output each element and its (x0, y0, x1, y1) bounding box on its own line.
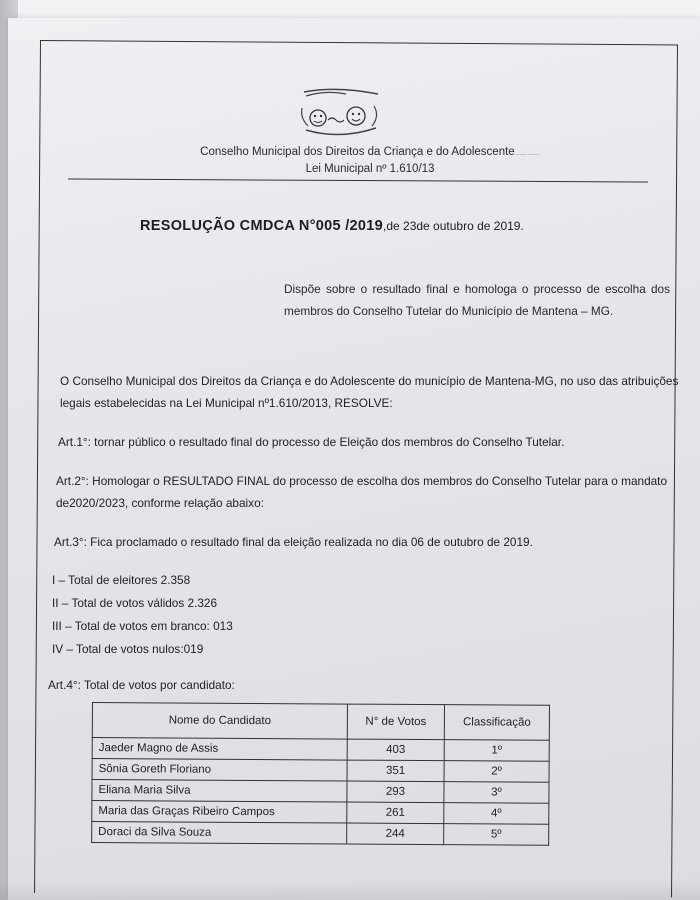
candidate-rank: 2º (444, 761, 549, 783)
candidate-name: Eliana Maria Silva (92, 780, 347, 803)
candidate-votes: 403 (347, 739, 444, 761)
results-table (91, 702, 550, 846)
header-ranking: Classificação (444, 705, 549, 741)
candidate-votes: 293 (347, 781, 444, 803)
header-candidate-name: Nome do Candidato (92, 703, 347, 740)
total-blank-votes: III – Total de votos em branco: 013 (52, 619, 233, 633)
total-voters: I – Total de eleitores 2.358 (52, 573, 191, 587)
table-row (92, 822, 549, 846)
candidate-rank: 1º (444, 740, 549, 762)
article-3: Art.3°: Fica proclamado o resultado final da eleição realizada no dia 06 de outubro de 2019. (54, 535, 533, 549)
table-header-row (92, 703, 549, 741)
candidate-votes: 244 (347, 823, 444, 845)
candidate-rank: 4º (444, 803, 549, 825)
table-row (92, 780, 549, 804)
article-4: Art.4°: Total de votos por candidato: (48, 678, 235, 692)
cmdca-logo (296, 84, 384, 142)
photo-shadow (0, 880, 700, 900)
candidate-name: Sônia Goreth Floriano (92, 759, 347, 782)
total-null-votes: IV – Total de votos nulos:019 (52, 642, 204, 656)
candidate-name: Maria das Graças Ribeiro Campos (92, 801, 347, 824)
resolution-summary: Dispõe sobre o resultado final e homologa o processo de escolha dos membros do Conselho Tutelar do Município de Mantena – MG. (284, 282, 670, 318)
preamble: O Conselho Municipal dos Direitos da Criança e do Adolescente do município de Mantena-MG, no uso das atribuições legais estabelecidas na Lei Municipal nº1.610/2013, RESOLVE: (60, 374, 679, 410)
candidate-votes: 261 (347, 802, 444, 824)
candidate-rank: 3º (444, 782, 549, 804)
resolution-title (140, 218, 660, 234)
header-votes: N° de Votos (347, 704, 444, 740)
table-row (92, 738, 549, 762)
council-name: Conselho Municipal dos Direitos da Criança e do Adolescente——— ——— (200, 146, 540, 158)
total-valid-votes: II – Total de votos válidos 2.326 (52, 596, 218, 610)
candidate-votes: 351 (347, 760, 444, 782)
candidate-name: Jaeder Magno de Assis (92, 738, 347, 761)
table-row (92, 759, 549, 783)
article-1: Art.1°: tornar público o resultado final do processo de Eleição dos membros do Conselho Tutelar. (58, 435, 565, 449)
resolution-number: RESOLUÇÃO CMDCA N°005 /2019 (140, 218, 384, 234)
resolution-date: ,de 23de outubro de 2019. (383, 219, 524, 233)
table-row (92, 801, 549, 825)
law-reference: Lei Municipal nº 1.610/13 (305, 163, 435, 175)
article-2: Art.2°: Homologar o RESULTADO FINAL do processo de escolha dos membros do Conselho Tutelar para o mandato de2020/2023, conforme relação abaixo: (56, 474, 668, 510)
candidate-rank: 5º (444, 824, 549, 846)
candidate-name: Doraci da Silva Souza (92, 822, 347, 845)
vote-totals (52, 570, 233, 662)
